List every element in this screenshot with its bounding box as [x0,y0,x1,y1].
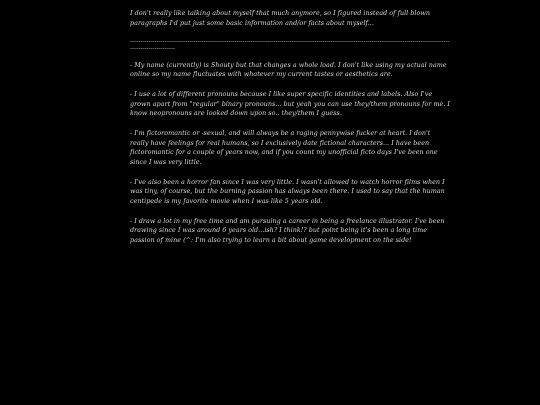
fact-name: - My name (currently) is Shouty but that changes a whole load. I don't like using my actual name online so my name fluctuates with whatever my current tastes or aesthetics are. [130,60,447,79]
intro-paragraph: I don't really like talking about myself that much anymore, so I figured instead of full blown paragraphs I'd put just some basic information and/or facts about myself... [130,9,430,27]
about-text-block [130,9,450,256]
fact-fictoromantic: - I'm fictoromantic or -sexual, and will always be a raging pennywise fucker at heart. I don't really have feelings for real humans, so I exclusively date fictional characters... I have been fictoromantic for a couple of years now, and if you count my unofficial ficto days I've been one since I was very little. [130,128,438,167]
fact-pronouns: - I use a lot of different pronouns because I like super specific identities and labels. Also I've grown apart from "regular" binary pronouns... but yeah you can use they/them pronouns for me. I know neopronouns are looked down upon so.. they/them I guess. [130,89,450,118]
fact-drawing: - I draw a lot in my free time and am pursuing a career in being a freelance illustrator. I've been drawing since I was around 6 years old...ish? I think!? but point being it's been a long time passion of mine (^: I'm also trying to learn a bit about game development on the side! [130,216,445,245]
fact-horror-fan: - I've also been a horror fan since I was very little. I wasn't allowed to watch horror films when I was tiny, of course, but the burning passion has always been there. I used to say that the human centipede is my favorite movie when I was like 5 years old. [130,177,445,206]
dashed-divider: ---------------------------------------------------------------------------------------------------------------------------------------------------------------------------------- [130,37,450,52]
